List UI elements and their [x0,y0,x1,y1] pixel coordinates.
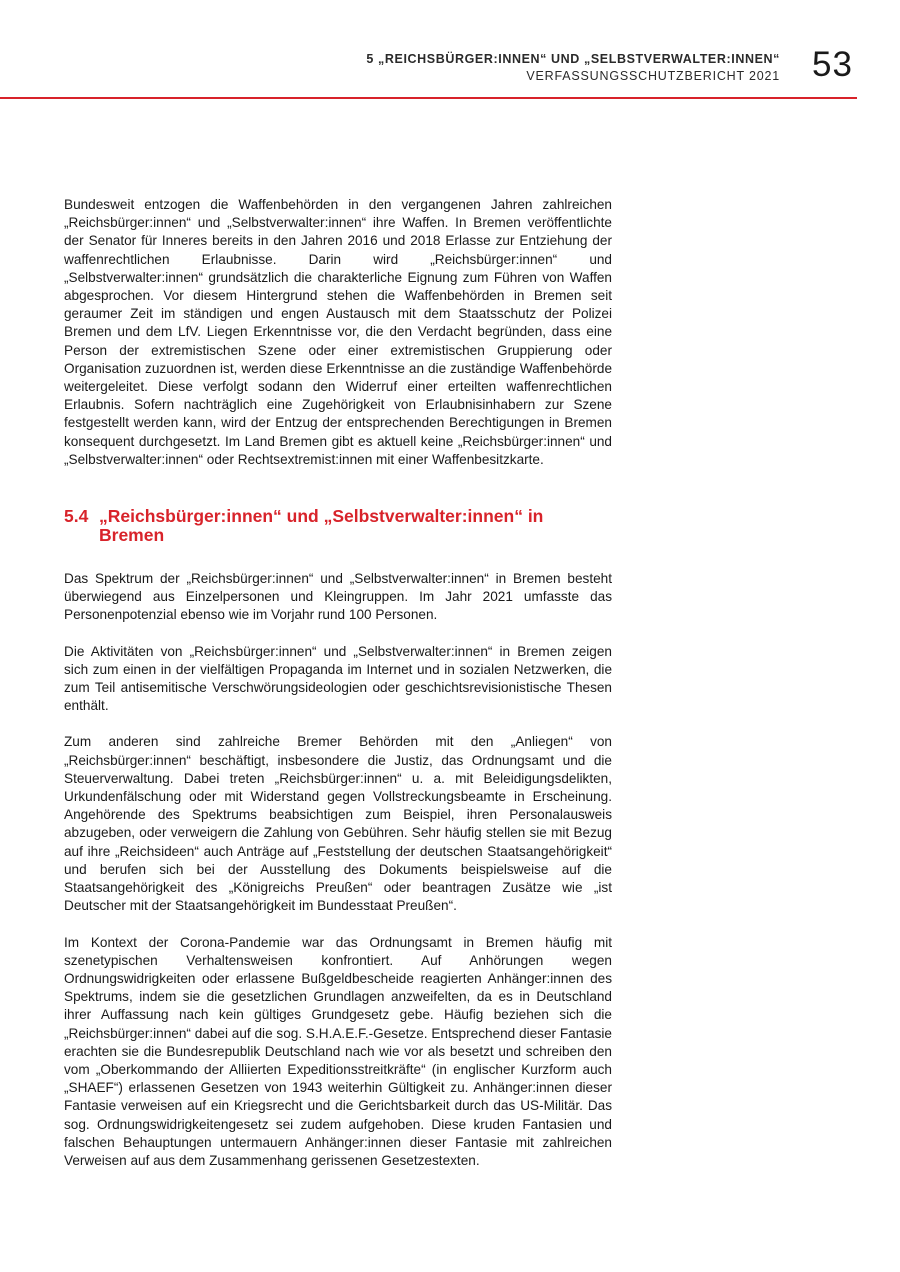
page-header [0,44,900,100]
body-paragraph: Das Spektrum der „Reichsbürger:innen“ und „Selbstverwalter:innen“ in Bremen besteht überwiegend aus Einzelpersonen und Kleingruppen. Im Jahr 2021 umfasste das Personenpotenzial ebenso wie im Vorjahr rund 100 Personen. [64,571,612,623]
intro-paragraph: Bundesweit entzogen die Waffenbehörden in den vergangenen Jahren zahlreichen „Reichsbürger:innen“ und „Selbstverwalter:innen“ ihre Waffen. In Bremen veröffentlichte der Senator für Inneres bereits in den Jahren 2016 und 2018 Erlasse zur Entziehung der waffenrechtlichen Erlaubnisse. Darin wird „Reichsbürger:innen“ und „Selbstverwalter:innen“ grundsätzlich die charakterliche Eignung zum Führen von Waffen abgesprochen. Vor diesem Hintergrund stehen die Waffenbehörden in Bremen seit geraumer Zeit im ständigen und engen Austausch mit dem Staatsschutz der Polizei Bremen und dem LfV. Liegen Erkenntnisse vor, die den Verdacht begründen, dass eine Person der extremistischen Szene oder einer extremistischen Gruppierung oder Organisation zuzuordnen ist, werden diese Erkenntnisse an die zuständige Waffenbehörde weitergeleitet. Diese verfolgt sodann den Widerruf einer erteilten waffenrechtlichen Erlaubnis. Sofern nachträglich eine Zugehörigkeit von Erlaubnisinhabern zur Szene festgestellt werden kann, wird der Entzug der entsprechenden Berechtigungen in Bremen konsequent durchgesetzt. Im Land Bremen gibt es aktuell keine „Reichsbürger:innen“ und „Selbstverwalter:innen“ oder Rechtsextremist:innen mit einer Waffenbesitzkarte. [64,197,612,467]
section-number: 5.4 [64,506,89,527]
main-content [64,196,612,1188]
body-paragraph: Im Kontext der Corona-Pandemie war das Ordnungsamt in Bremen häufig mit szenetypischen Verhaltensweisen konfrontiert. Auf Anhörungen wegen Ordnungswidrigkeiten oder erlassene Bußgeldbescheide reagierten Anhänger:innen des Spektrums, indem sie die gesetzlichen Grundlagen anzweifelten, da es in Deutschland ihrer Auffassung nach kein gültiges Grundgesetz gebe. Häufig beziehen sich die „Reichsbürger:innen“ dabei auf die sog. S.H.A.E.F.-Gesetze. Entsprechend dieser Fantasie erachten sie die Bundesrepublik Deutschland nach wie vor als besetzt und schreiben den vom „Oberkommando der Alliierten Expeditionsstreitkräfte“ (in englischer Kurzform auch „SHAEF“) erlassenen Gesetzen von 1943 weiterhin Gültigkeit zu. Anhänger:innen dieser Fantasie verweisen auf ein Kriegsrecht und die Gerichtsbarkeit durch das US-Militär. Das sog. Ordnungswidrigkeitengesetz sei zudem aufgehoben. Diese kruden Fantasien und falschen Behauptungen untermauern Anhänger:innen dieser Fantasie mit zahlreichen Verweisen auf aus dem Zusammenhang gerissenen Gesetzestexten. [64,934,612,1168]
body-paragraph: Die Aktivitäten von „Reichsbürger:innen“ und „Selbstverwalter:innen“ in Bremen zeigen sich zum einen in der vielfältigen Propaganda im Internet und in sozialen Netzwerken, die zum Teil antisemitische Verschwörungsideologien oder geschichtsrevisionistische Thesen enthält. [64,643,612,714]
header-divider [0,97,857,99]
section-heading [64,507,612,545]
page-number: 53 [812,45,853,84]
chapter-title: 5 „REICHSBÜRGER:INNEN“ UND „SELBSTVERWALTER:INNEN“ [366,52,780,66]
body-paragraph: Zum anderen sind zahlreiche Bremer Behörden mit den „Anliegen“ von „Reichsbürger:innen“ beschäftigt, insbesondere die Justiz, das Ordnungsamt und die Steuerverwaltung. Dabei treten „Reichsbürger:innen“ u. a. mit Beleidigungsdelikten, Urkundenfälschung oder mit Widerstand gegen Vollstreckungsbeamte in Erscheinung. Angehörende des Spektrums beabsichtigen zum Beispiel, ihren Personalausweis abzugeben, oder verweigern die Zahlung von Gebühren. Sehr häufig stellen sie mit Bezug auf ihre „Reichsideen“ auch Anträge auf „Feststellung der deutschen Staatsangehörigkeit“ und berufen sich bei der Ausstellung des Dokuments beispielsweise auf die Staatsangehörigkeit des „Königreichs Preußen“ oder beantragen Zusätze wie „ist Deutscher mit der Staatsangehörigkeit im Bundesstaat Preußen“. [64,734,612,914]
section-title: „Reichsbürger:innen“ und „Selbstverwalter:innen“ in Bremen [99,506,544,546]
header-titles [366,52,780,85]
report-title: VERFASSUNGSSCHUTZBERICHT 2021 [526,69,780,83]
